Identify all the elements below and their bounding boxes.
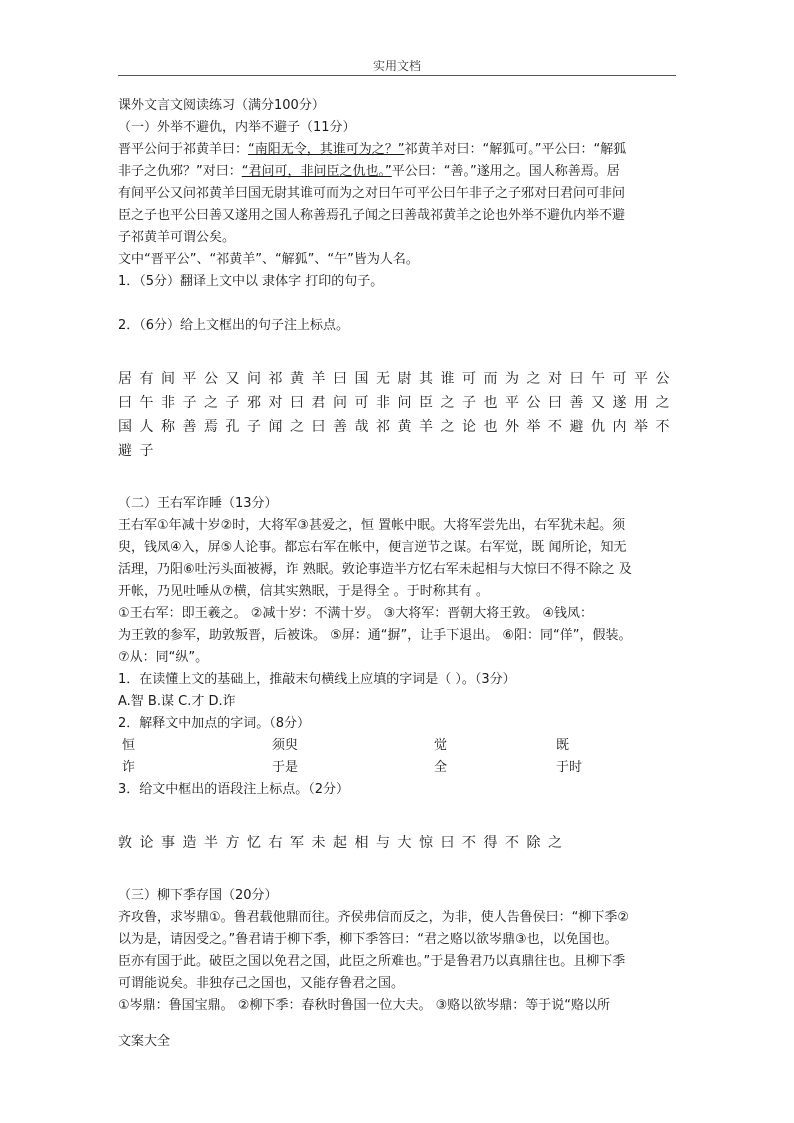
section1-line-5: 子祁黄羊可谓公矣。 (118, 230, 236, 245)
section2-question-2: 2．解释文中加点的字词。（8分） (118, 716, 311, 731)
words-row-1 (118, 735, 678, 757)
word: 全 (434, 760, 448, 775)
punct-line: 避子 (118, 443, 161, 459)
section1-line-4: 臣之子也平公曰善又遂用之国人称善焉孔子闻之曰善哉祁黄羊之论也外举不避仇内举不避 (118, 208, 626, 223)
answer-options: A.智 B.谋 C.才 D.诈 (118, 694, 236, 709)
punct-line: 国人称善焉孔子闻之曰善哉祁黄羊之论也外举不避仇内举不 (118, 419, 677, 435)
section2-question-1: 1．在读懂上文的基础上，推敲末句横线上应填的字词是（ ）。（3分） (118, 672, 516, 687)
section1-question-2: 2．（6分）给上文框出的句子注上标点。 (118, 318, 350, 333)
section3-line: 以为是，请因受之。”鲁君请于柳下季，柳下季答曰：“君之赂以欲岑鼎③也，以免国也。 (118, 932, 618, 947)
word: 于是 (272, 760, 299, 775)
words-row-2 (118, 757, 678, 779)
section1-line-3: 有间平公又问祁黄羊曰国无尉其谁可而为之对曰午可平公曰午非子之子邪对曰君问可非问 (118, 186, 626, 201)
section3-line: ①岑鼎：鲁国宝鼎。 ②柳下季：春秋时鲁国一位大夫。 ③赂以欲岑鼎：等于说“赂以所 (118, 998, 610, 1013)
underlined-phrase: “南阳无令，其谁可为之？” (248, 142, 405, 157)
word: 诈 (122, 760, 136, 775)
section2-question-3: 3．给文中框出的语段注上标点。（2分） (118, 782, 350, 797)
section2-note: ①王右军：即王羲之。 ②减十岁：不满十岁。 ③大将军：晋朝大将王敦。 ④钱凤： (118, 606, 594, 621)
section2-line: 开帐，乃见吐唾从⑦横，信其实熟眠，于是得全 。于时称其有 。 (118, 584, 489, 599)
section2-note: ⑦从：同“纵”。 (118, 650, 209, 665)
document-title: 课外文言文阅读练习（满分100分） (118, 98, 325, 113)
punctuation-exercise-2: 敦论事造半方忆右军未起相与大惊曰不得不除之 (118, 835, 570, 851)
section3-line: 臣亦有国于此。破臣之国以免君之国，此臣之所难也。”于是鲁君乃以真鼎往也。且柳下季 (118, 954, 626, 969)
section1-line-2: 非子之仇邪？”对曰：“君问可，非问臣之仇也。”平公曰：“善。”遂用之。国人称善焉。居 (118, 164, 620, 179)
page-header: 实用文档 (372, 59, 421, 73)
section1-heading: （一）外举不避仇，内举不避子（11分） (118, 120, 356, 135)
section1-note: 文中“晋平公”、“祁黄羊”、“解狐”、“午”皆为人名。 (118, 252, 419, 267)
header-divider (118, 75, 676, 76)
section1-line-1: 晋平公问于祁黄羊曰：“南阳无令，其谁可为之？”祁黄羊对曰：“解狐可。”平公曰：“解狐 (118, 142, 627, 157)
page-footer: 文案大全 (118, 1034, 171, 1049)
section2-line: 王右军①年减十岁②时，大将军③甚爱之，恒 置帐中眠。大将军尝先出，右军犹未起。须 (118, 518, 626, 533)
section3-line: 齐攻鲁，求岑鼎①。鲁君载他鼎而往。齐侯弗信而反之，为非，使人告鲁侯曰：“柳下季② (118, 910, 630, 925)
punct-line: 居有间平公又问祁黄羊曰国无尉其谁可而为之对曰午可平公 (118, 371, 677, 387)
section3-line: 可谓能说矣。非独存己之国也，又能存鲁君之国。 (118, 976, 405, 991)
word: 恒 (122, 738, 136, 753)
underlined-phrase: “君问可，非问臣之仇也。” (241, 164, 392, 179)
section2-note: 为王敦的参军，助敦叛晋，后被诛。 ⑤屏：通“摒”，让手下退出。 ⑥阳：同“佯”，假装。 (118, 628, 632, 643)
document-body (118, 95, 678, 1017)
punct-line: 曰午非子之子邪对曰君问可非问臣之子也平公曰善又遂用之 (118, 395, 677, 411)
section2-line: 活理，乃阳⑥吐污头面被褥，诈 熟眠。敦论事造半方忆右军未起相与大惊曰不得不除之 及 (118, 562, 632, 577)
section2-line: 臾，钱凤④入，屏⑤人论事。都忘右军在帐中，便言逆节之谋。右军觉，既 闻所论，知无 (118, 540, 627, 555)
section3-heading: （三）柳下季存国（20分） (118, 888, 278, 903)
section2-heading: （二）王右军诈睡（13分） (118, 496, 278, 511)
section1-question-1: 1．（5分）翻译上文中以 隶体字 打印的句子。 (118, 274, 384, 289)
word: 觉 (434, 738, 448, 753)
word: 须臾 (272, 738, 299, 753)
word: 于时 (556, 760, 583, 775)
punctuation-exercise-1 (118, 367, 678, 463)
word: 既 (556, 738, 570, 753)
